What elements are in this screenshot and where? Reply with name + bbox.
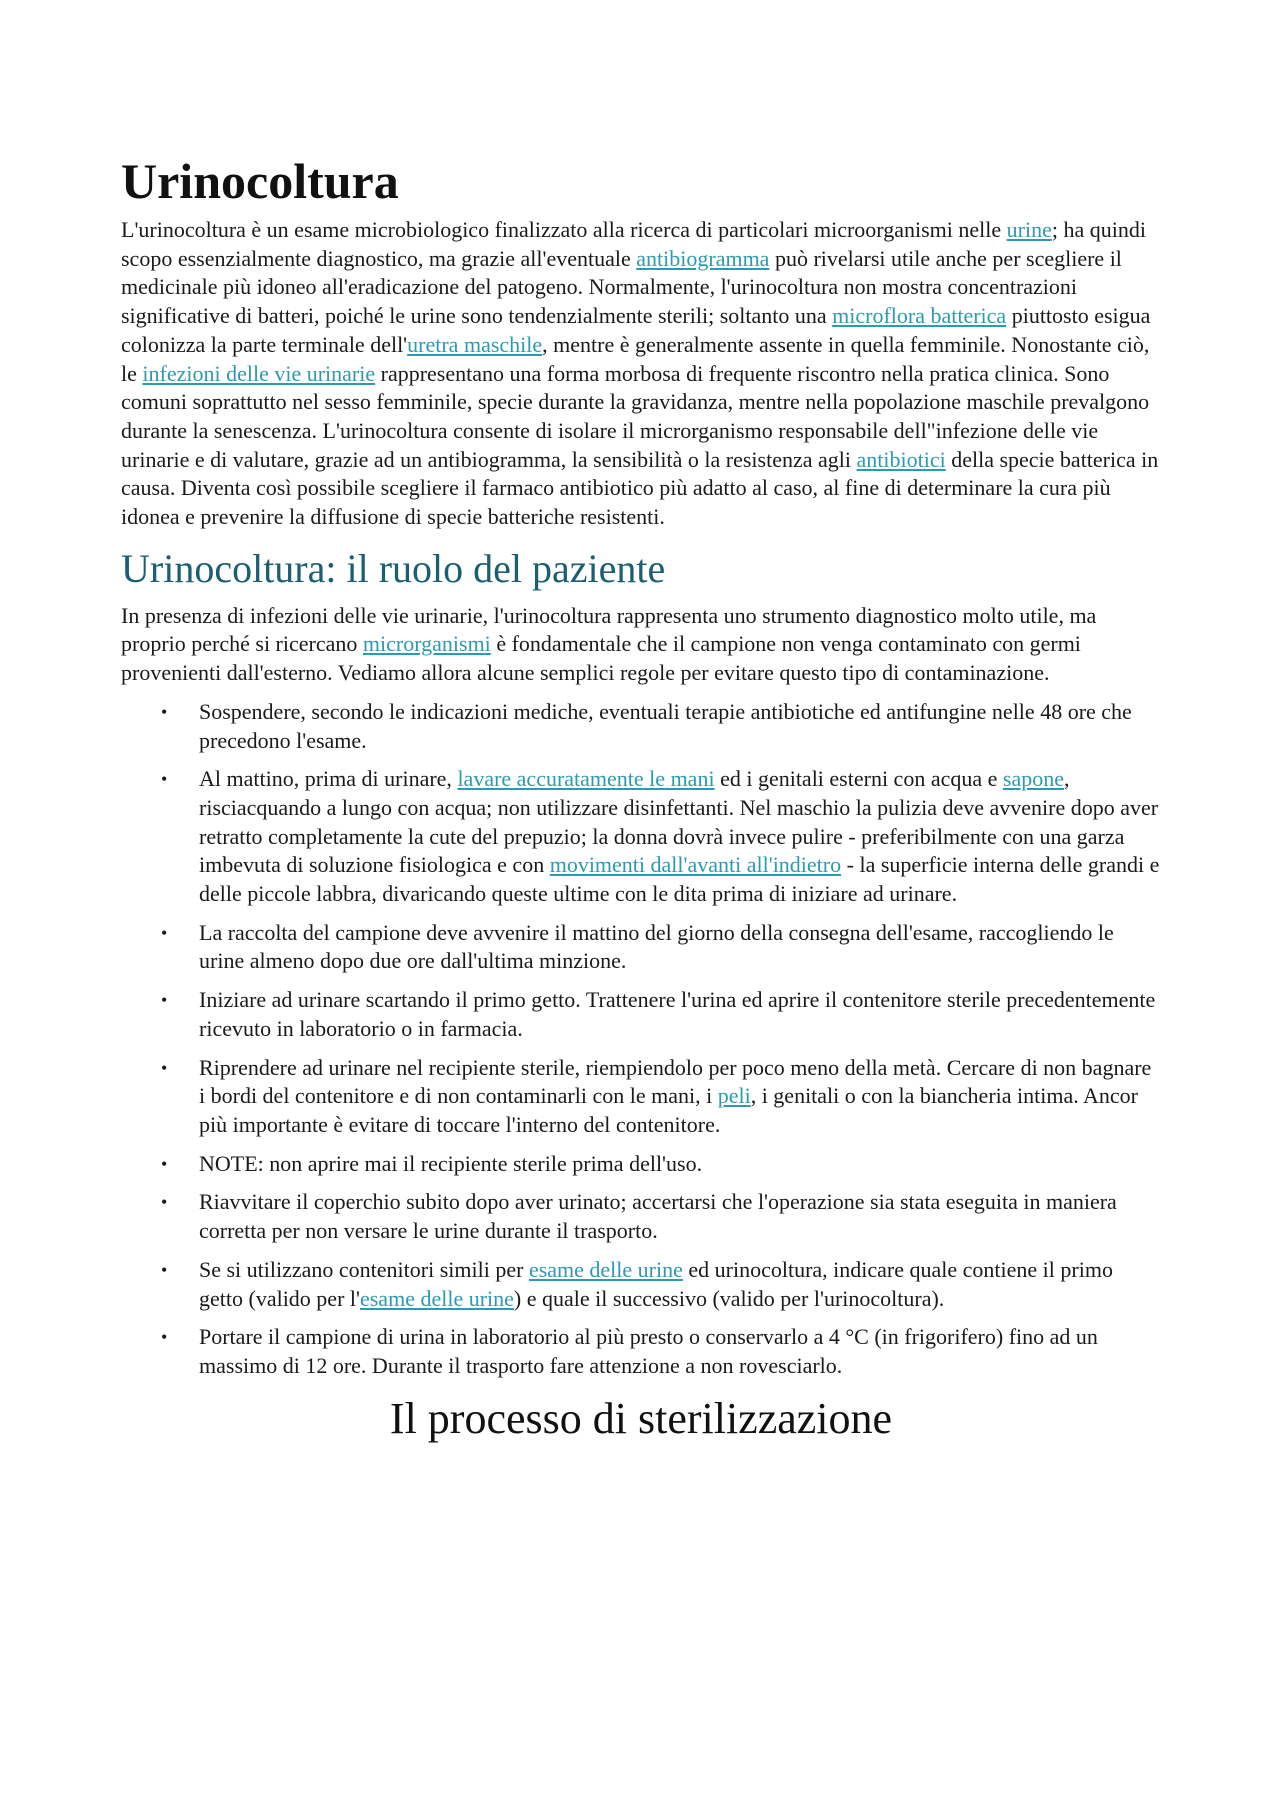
intro-text: della specie batterica in causa. Diventa così possibile scegliere il farmaco antibiotico più adatto al caso, al fine di determinare la cura più idonea e prevenire la diffusione di specie batteriche resistenti. (121, 446, 1159, 530)
list-item-text: ed i genitali esterni con acqua e (714, 766, 1003, 792)
list-item (121, 1256, 1161, 1313)
link-urine[interactable]: urine (1006, 217, 1052, 242)
document-content (121, 150, 1161, 1447)
list-item-text: ed urinocoltura, indicare quale contiene il primo getto (valido per l' (199, 1256, 1113, 1311)
bullet-icon: • (161, 1327, 168, 1348)
bullet-icon: • (161, 1192, 168, 1213)
list-item-text: Riavvitare il coperchio subito dopo aver urinato; accertarsi che l'operazione sia stata eseguita in maniera corretta per non versare le urine durante il trasporto. (199, 1189, 1117, 1244)
list-item-text: Al mattino, prima di urinare, (199, 766, 458, 792)
section1-text: In presenza di infezioni delle vie urinarie, l'urinocoltura rappresenta uno strumento diagnostico molto utile, ma proprio perché si ricercano (121, 602, 1097, 657)
link-antibiogramma[interactable]: antibiogramma (636, 245, 770, 271)
list-item (121, 1150, 1161, 1179)
list-item-text: La raccolta del campione deve avvenire il mattino del giorno della consegna dell'esame, raccogliendo le urine almeno dopo due ore dall'ultima minzione. (199, 919, 1114, 974)
list-item-text: Iniziare ad urinare scartando il primo getto. Trattenere l'urina ed aprire il contenitore sterile precedentemente ricevuto in laboratorio o in farmacia. (199, 987, 1156, 1041)
list-item (121, 919, 1161, 976)
link-uretra-maschile[interactable]: uretra maschile (407, 331, 543, 357)
page-title: Urinocoltura (121, 153, 399, 209)
link-esame-delle-urine[interactable]: esame delle urine (528, 1256, 683, 1282)
link-microrganismi[interactable]: microrganismi (362, 631, 491, 657)
list-item (121, 1323, 1161, 1380)
bullet-icon: • (161, 1153, 168, 1174)
link-antibiotici[interactable]: antibiotici (856, 446, 946, 472)
link-sapone[interactable]: sapone (1002, 766, 1064, 792)
list-item (121, 698, 1161, 755)
intro-text: può rivelarsi utile anche per scegliere il medicinale più idoneo all'eradicazione del patogeno. Normalmente, l'urinocoltura non mostra concentrazioni significative di batteri, poiché le urine sono tendenzialmente sterili; soltanto una (121, 245, 1122, 329)
list-item-text: Portare il campione di urina in laboratorio al più presto o conservarlo a 4 °C (in frigorifero) fino ad un massimo di 12 ore. Durante il trasporto fare attenzione a non rovesciarlo. (199, 1324, 1098, 1378)
bullet-icon: • (161, 990, 168, 1011)
bullet-icon: • (161, 1259, 168, 1280)
link-infezioni-vie-urinarie[interactable]: infezioni delle vie urinarie (142, 360, 376, 386)
section1-paragraph (121, 602, 1161, 688)
intro-text: , mentre è generalmente assente in quella femminile. Nonostante ciò, le (121, 331, 1150, 386)
list-item (121, 986, 1161, 1043)
intro-paragraph (121, 216, 1161, 532)
link-lavare-mani[interactable]: lavare accuratamente le mani (457, 766, 715, 792)
list-item (121, 1054, 1161, 1140)
list-item (121, 1188, 1161, 1245)
section-heading-ruolo-paziente: Urinocoltura: il ruolo del paziente (121, 545, 666, 591)
intro-text: piuttosto esigua colonizza la parte terminale dell' (121, 303, 1151, 357)
bullet-icon: • (161, 1057, 168, 1078)
link-microflora-batterica[interactable]: microflora batterica (832, 303, 1007, 329)
intro-text: L'urinocoltura è un esame microbiologico finalizzato alla ricerca di particolari microorganismi nelle (121, 217, 1007, 242)
link-peli[interactable]: peli (717, 1083, 751, 1109)
list-item-text: Sospendere, secondo le indicazioni mediche, eventuali terapie antibiotiche ed antifungine nelle 48 ore che precedono l'esame. (199, 698, 1132, 753)
intro-text: ; ha quindi scopo essenzialmente diagnostico, ma grazie all'eventuale (121, 217, 1146, 271)
list-item-text: NOTE: non aprire mai il recipiente sterile prima dell'uso. (199, 1150, 703, 1176)
bullet-icon: • (161, 769, 168, 790)
bullet-icon: • (161, 701, 168, 722)
link-movimenti-avanti-indietro[interactable]: movimenti dall'avanti all'indietro (549, 852, 842, 878)
link-esame-delle-urine-2[interactable]: esame delle urine (359, 1285, 514, 1311)
rules-list (121, 698, 1161, 1381)
list-item-text: Riprendere ad urinare nel recipiente sterile, riempiendolo per poco meno della metà. Cercare di non bagnare i bordi del contenitore e di non contaminarli con le mani, i (199, 1054, 1152, 1109)
list-item-text: , risciacquando a lungo con acqua; non utilizzare disinfettanti. Nel maschio la pulizia deve avvenire dopo aver retratto completamente la cute del prepuzio; la donna dovrà invece pulire - preferibilmente con una garza imbevuta di soluzione fisiologica e con (199, 766, 1159, 878)
list-item (121, 765, 1161, 909)
section-heading-sterilizzazione: Il processo di sterilizzazione (389, 1393, 893, 1443)
list-item-text: , i genitali o con la biancheria intima. Ancor più importante è evitare di toccare l'interno del contenitore. (199, 1083, 1139, 1137)
intro-text: rappresentano una forma morbosa di frequente riscontro nella pratica clinica. Sono comuni soprattutto nel sesso femminile, specie durante la gravidanza, mentre nella popolazione maschile prevalgono durante la senescenza. L'urinocoltura consente di isolare il microrganismo responsabile dell"infezione delle vie urinarie e di valutare, grazie ad un antibiogramma, la sensibilità o la resistenza agli (121, 360, 1150, 472)
list-item-text: ) e quale il successivo (valido per l'urinocoltura). (513, 1285, 945, 1311)
list-item-text: - la superficie interna delle grandi e delle piccole labbra, divaricando queste ultime con le dita prima di iniziare ad urinare. (199, 852, 1160, 907)
list-item-text: Se si utilizzano contenitori simili per (199, 1256, 529, 1282)
bullet-icon: • (161, 922, 168, 943)
section1-text: è fondamentale che il campione non venga contaminato con germi provenienti dall'esterno. Vediamo allora alcune semplici regole per evitare questo tipo di contaminazione. (121, 631, 1081, 686)
